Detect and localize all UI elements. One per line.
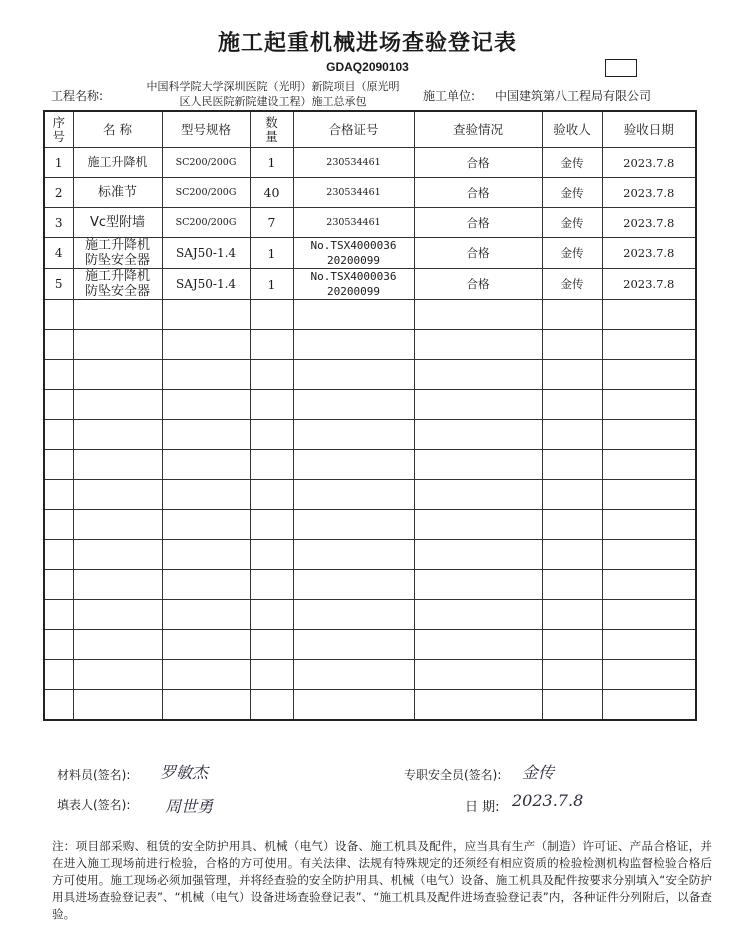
empty-row — [44, 330, 696, 360]
empty-cell — [250, 660, 293, 690]
empty-cell — [542, 660, 602, 690]
cell-no: 4 — [44, 238, 73, 269]
header-cert: 合格证号 — [293, 111, 414, 148]
material-signature: 罗敏杰 — [160, 763, 209, 782]
empty-cell — [73, 480, 162, 510]
cell-acceptor: 金传 — [542, 238, 602, 269]
empty-cell — [44, 450, 73, 480]
empty-cell — [44, 630, 73, 660]
empty-cell — [293, 600, 414, 630]
cell-cert: No.TSX4000036 20200099 — [293, 238, 414, 269]
inspection-table — [43, 110, 697, 721]
empty-cell — [44, 330, 73, 360]
empty-cell — [602, 450, 696, 480]
empty-cell — [162, 600, 250, 630]
cell-acceptor: 金传 — [542, 178, 602, 208]
empty-row — [44, 480, 696, 510]
empty-cell — [73, 450, 162, 480]
date-signature: 2023.7.8 — [512, 791, 584, 810]
empty-cell — [293, 300, 414, 330]
empty-cell — [44, 510, 73, 540]
empty-cell — [293, 390, 414, 420]
project-name-line1: 中国科学院大学深圳医院（光明）新院项目（原光明 — [146, 80, 400, 93]
empty-row — [44, 510, 696, 540]
date-label: 日 期: — [465, 800, 500, 815]
empty-cell — [414, 570, 542, 600]
empty-cell — [293, 690, 414, 721]
empty-cell — [293, 330, 414, 360]
empty-row — [44, 540, 696, 570]
material-signature-label: 材料员(签名): — [57, 768, 131, 782]
empty-cell — [73, 660, 162, 690]
empty-cell — [542, 300, 602, 330]
empty-cell — [602, 330, 696, 360]
number-box — [605, 59, 637, 77]
empty-cell — [414, 420, 542, 450]
cell-name: 施工升降机 防坠安全器 — [73, 269, 162, 300]
header-name: 名 称 — [73, 111, 162, 148]
filler-signature: 周世勇 — [165, 797, 214, 816]
cell-qty: 1 — [250, 148, 293, 178]
empty-cell — [542, 360, 602, 390]
empty-cell — [44, 300, 73, 330]
cell-model: SAJ50-1.4 — [162, 269, 250, 300]
empty-cell — [73, 420, 162, 450]
contractor-value: 中国建筑第八工程局有限公司 — [495, 89, 652, 103]
table-row — [44, 238, 696, 269]
cell-name: 标准节 — [73, 178, 162, 208]
empty-cell — [250, 360, 293, 390]
empty-cell — [293, 630, 414, 660]
cell-status: 合格 — [414, 178, 542, 208]
empty-cell — [414, 600, 542, 630]
cell-acceptor: 金传 — [542, 148, 602, 178]
empty-row — [44, 570, 696, 600]
empty-cell — [162, 420, 250, 450]
cell-name: 施工升降机 — [73, 148, 162, 178]
empty-cell — [293, 570, 414, 600]
table-header-row — [44, 111, 696, 148]
empty-cell — [250, 300, 293, 330]
empty-cell — [162, 450, 250, 480]
empty-cell — [542, 510, 602, 540]
cell-acceptor: 金传 — [542, 208, 602, 238]
empty-row — [44, 690, 696, 721]
empty-cell — [602, 630, 696, 660]
empty-cell — [602, 480, 696, 510]
empty-cell — [414, 360, 542, 390]
empty-cell — [293, 510, 414, 540]
empty-cell — [414, 300, 542, 330]
cell-qty: 1 — [250, 269, 293, 300]
empty-cell — [73, 570, 162, 600]
empty-cell — [73, 510, 162, 540]
empty-row — [44, 450, 696, 480]
cell-status: 合格 — [414, 208, 542, 238]
empty-cell — [293, 450, 414, 480]
cell-qty: 7 — [250, 208, 293, 238]
empty-cell — [414, 510, 542, 540]
cell-status: 合格 — [414, 148, 542, 178]
empty-cell — [162, 630, 250, 660]
empty-cell — [162, 570, 250, 600]
empty-row — [44, 300, 696, 330]
cell-model: SC200/200G — [162, 208, 250, 238]
empty-cell — [73, 390, 162, 420]
empty-cell — [162, 300, 250, 330]
empty-cell — [414, 690, 542, 721]
header-status: 查验情况 — [414, 111, 542, 148]
empty-cell — [293, 660, 414, 690]
empty-cell — [602, 570, 696, 600]
empty-cell — [602, 420, 696, 450]
empty-cell — [250, 390, 293, 420]
empty-cell — [414, 450, 542, 480]
empty-cell — [602, 600, 696, 630]
empty-cell — [414, 660, 542, 690]
empty-cell — [73, 690, 162, 721]
cell-qty: 1 — [250, 238, 293, 269]
contractor-label: 施工单位: — [423, 89, 476, 103]
empty-cell — [542, 390, 602, 420]
empty-cell — [293, 420, 414, 450]
cell-no: 5 — [44, 269, 73, 300]
safety-officer-signature: 金传 — [522, 763, 555, 782]
header-model: 型号规格 — [162, 111, 250, 148]
project-name-line2: 区人民医院新院建设工程）施工总承包 — [179, 95, 367, 108]
cell-date: 2023.7.8 — [602, 238, 696, 269]
footnote: 注：项目部采购、租赁的安全防护用具、机械（电气）设备、施工机具及配件，应当具有生产（制造）许可证、产品合格证，并在进入施工现场前进行检验，合格的方可使用。有关法律、法规有特殊规定的还须经有相应资质的检验检测机构监督检验合格后方可使用。施工现场必须加强管理，并将经查验的安全防护用具、机械（电气）设备、施工机具及配件按要求分别填入“安全防护用具进场查验登记表”、“机械（电气）设备进场查验登记表”、“施工机具及配件进场查验登记表”内，各种证件分列附后，以备查验。 — [52, 839, 712, 921]
empty-cell — [542, 690, 602, 721]
empty-row — [44, 360, 696, 390]
cell-model: SAJ50-1.4 — [162, 238, 250, 269]
cell-no: 3 — [44, 208, 73, 238]
empty-cell — [44, 570, 73, 600]
empty-cell — [542, 330, 602, 360]
empty-cell — [44, 360, 73, 390]
empty-cell — [73, 540, 162, 570]
empty-cell — [414, 390, 542, 420]
empty-cell — [293, 540, 414, 570]
header-acceptor: 验收人 — [542, 111, 602, 148]
empty-cell — [542, 420, 602, 450]
table-row — [44, 148, 696, 178]
cell-acceptor: 金传 — [542, 269, 602, 300]
form-code: GDAQ2090103 — [326, 60, 409, 74]
empty-cell — [542, 480, 602, 510]
empty-cell — [414, 540, 542, 570]
empty-row — [44, 600, 696, 630]
empty-cell — [602, 510, 696, 540]
header-date: 验收日期 — [602, 111, 696, 148]
empty-cell — [602, 390, 696, 420]
empty-cell — [73, 360, 162, 390]
safety-officer-label: 专职安全员(签名): — [404, 768, 502, 782]
empty-cell — [73, 630, 162, 660]
cell-cert: No.TSX4000036 20200099 — [293, 269, 414, 300]
table-row — [44, 269, 696, 300]
empty-cell — [162, 660, 250, 690]
empty-cell — [44, 540, 73, 570]
empty-cell — [250, 420, 293, 450]
empty-cell — [44, 420, 73, 450]
empty-cell — [162, 540, 250, 570]
project-name-label: 工程名称: — [51, 89, 104, 103]
empty-cell — [293, 360, 414, 390]
empty-cell — [162, 330, 250, 360]
cell-qty: 40 — [250, 178, 293, 208]
empty-cell — [602, 300, 696, 330]
blank-rows — [44, 300, 696, 721]
cell-date: 2023.7.8 — [602, 269, 696, 300]
empty-cell — [250, 450, 293, 480]
empty-row — [44, 660, 696, 690]
cell-model: SC200/200G — [162, 178, 250, 208]
empty-row — [44, 390, 696, 420]
empty-cell — [542, 570, 602, 600]
empty-cell — [602, 360, 696, 390]
empty-cell — [44, 660, 73, 690]
empty-cell — [542, 600, 602, 630]
table-row — [44, 208, 696, 238]
cell-cert: 230534461 — [293, 208, 414, 238]
empty-cell — [44, 600, 73, 630]
empty-cell — [162, 690, 250, 721]
empty-cell — [414, 330, 542, 360]
empty-cell — [250, 570, 293, 600]
empty-cell — [602, 690, 696, 721]
filler-signature-label: 填表人(签名): — [57, 798, 131, 812]
empty-cell — [250, 600, 293, 630]
empty-cell — [44, 690, 73, 721]
table-row — [44, 178, 696, 208]
cell-name: Vc型附墙 — [73, 208, 162, 238]
empty-cell — [73, 600, 162, 630]
form-title: 施工起重机械进场查验登记表 — [217, 31, 517, 56]
empty-cell — [162, 390, 250, 420]
cell-date: 2023.7.8 — [602, 178, 696, 208]
empty-row — [44, 420, 696, 450]
empty-cell — [162, 360, 250, 390]
cell-status: 合格 — [414, 269, 542, 300]
empty-cell — [542, 630, 602, 660]
project-name-value — [128, 79, 418, 109]
empty-cell — [162, 510, 250, 540]
empty-cell — [250, 630, 293, 660]
cell-model: SC200/200G — [162, 148, 250, 178]
empty-cell — [602, 540, 696, 570]
empty-cell — [44, 480, 73, 510]
empty-cell — [293, 480, 414, 510]
cell-no: 1 — [44, 148, 73, 178]
empty-cell — [250, 540, 293, 570]
cell-date: 2023.7.8 — [602, 148, 696, 178]
empty-cell — [414, 630, 542, 660]
cell-cert: 230534461 — [293, 148, 414, 178]
empty-cell — [602, 660, 696, 690]
empty-cell — [250, 510, 293, 540]
empty-row — [44, 630, 696, 660]
empty-cell — [162, 480, 250, 510]
cell-status: 合格 — [414, 238, 542, 269]
header-no: 序 号 — [44, 111, 73, 148]
header-qty: 数 量 — [250, 111, 293, 148]
empty-cell — [250, 480, 293, 510]
empty-cell — [73, 330, 162, 360]
empty-cell — [44, 390, 73, 420]
cell-date: 2023.7.8 — [602, 208, 696, 238]
cell-name: 施工升降机 防坠安全器 — [73, 238, 162, 269]
empty-cell — [414, 480, 542, 510]
empty-cell — [250, 690, 293, 721]
empty-cell — [542, 450, 602, 480]
cell-cert: 230534461 — [293, 178, 414, 208]
empty-cell — [73, 300, 162, 330]
empty-cell — [542, 540, 602, 570]
cell-no: 2 — [44, 178, 73, 208]
empty-cell — [250, 330, 293, 360]
